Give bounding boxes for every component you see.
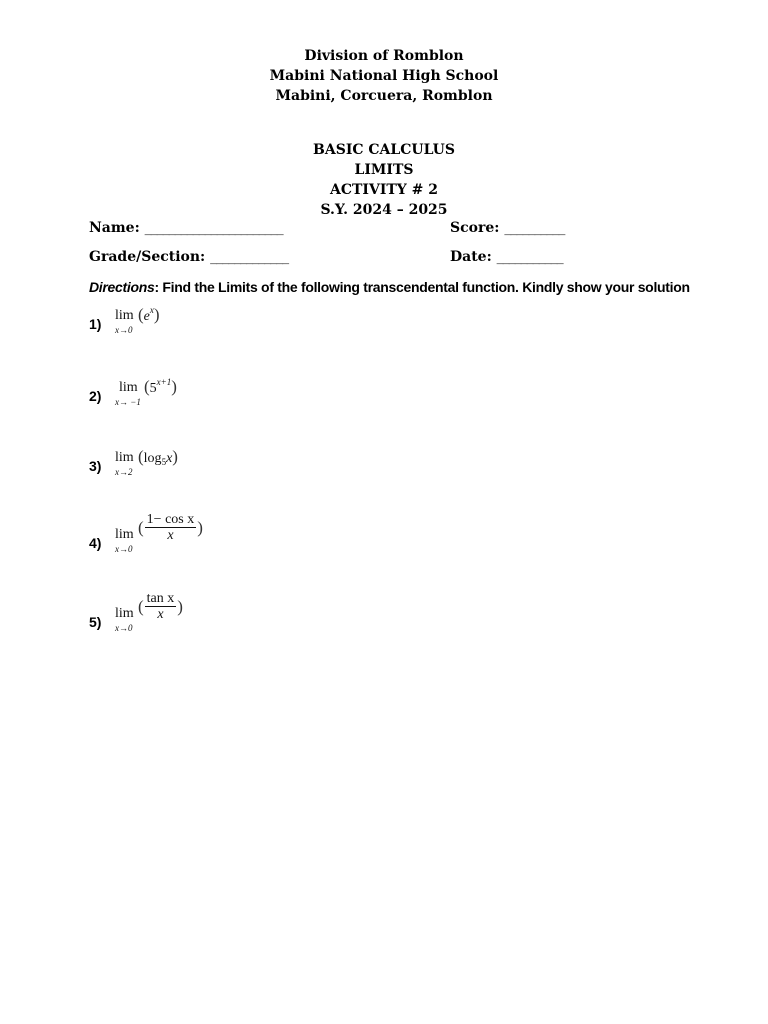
directions-text: : Find the Limits of the following transcendental function. Kindly show your solution (154, 279, 690, 295)
division-name: Division of Romblon (304, 48, 464, 64)
limit-body: ( $\frac{\text{1− cos x}}{x}$ ) (138, 512, 203, 543)
header-block (0, 46, 768, 106)
numerator: tan x (146, 591, 175, 606)
date-field[interactable] (450, 249, 563, 265)
exponent: x+1 (156, 377, 172, 387)
lim-approach: x→0 (115, 544, 133, 554)
limit-body: $(e^x)$ (138, 305, 160, 324)
lim-operator: lim (119, 380, 138, 395)
grade-section-label: Grade/Section: (89, 249, 206, 265)
base: e (143, 309, 150, 324)
school-address: Mabini, Corcuera, Romblon (275, 88, 493, 104)
directions (89, 279, 749, 295)
topic-title: LIMITS (354, 162, 414, 178)
problem-number: 2) (89, 388, 102, 404)
lim-operator: lim (115, 308, 134, 323)
limit-body: $(\log_5x)$ (138, 447, 178, 467)
lim-operator: lim (115, 606, 134, 621)
date-label: Date: (450, 249, 492, 265)
exponent: x (149, 305, 154, 315)
lim-operator: lim (115, 527, 134, 542)
problem-number: 4) (89, 535, 102, 551)
problem-number: 5) (89, 614, 102, 630)
log-base: 5 (161, 457, 167, 467)
problem-number: 3) (89, 458, 102, 474)
score-field[interactable] (450, 220, 564, 236)
title-block (0, 140, 768, 220)
limit-body: ( $\frac{\text{tan x}}{x}$ ) (138, 591, 183, 622)
lim-approach: x→2 (115, 467, 133, 477)
base: 5 (149, 381, 157, 396)
score-blank[interactable]: __________ (504, 220, 565, 236)
name-blank[interactable]: _______________________ (144, 220, 283, 236)
fraction (145, 512, 197, 544)
lim-approach: x→0 (115, 325, 133, 335)
activity-title: ACTIVITY # 2 (329, 182, 438, 198)
lim-operator: lim (115, 450, 134, 465)
school-year: S.Y. 2024 – 2025 (320, 202, 448, 218)
grade-section-field[interactable] (89, 249, 288, 265)
limit-body: $(5^{x+1})$ (144, 377, 177, 396)
directions-label: Directions (89, 279, 155, 295)
problem-number: 1) (89, 316, 102, 332)
school-name: Mabini National High School (269, 68, 499, 84)
name-field[interactable] (89, 220, 283, 236)
date-blank[interactable]: ___________ (496, 249, 563, 265)
score-label: Score: (450, 220, 500, 236)
log-function: log (143, 451, 162, 466)
name-label: Name: (89, 220, 140, 236)
lim-approach: x→0 (115, 623, 133, 633)
subject-title: BASIC CALCULUS (313, 142, 455, 158)
grade-section-blank[interactable]: _____________ (210, 249, 289, 265)
denominator: x (157, 607, 164, 622)
log-argument: x (166, 451, 173, 466)
fraction (145, 591, 177, 623)
lim-approach: x→ −1 (115, 397, 141, 407)
denominator: x (167, 528, 174, 543)
numerator: 1− cos x (146, 512, 195, 527)
